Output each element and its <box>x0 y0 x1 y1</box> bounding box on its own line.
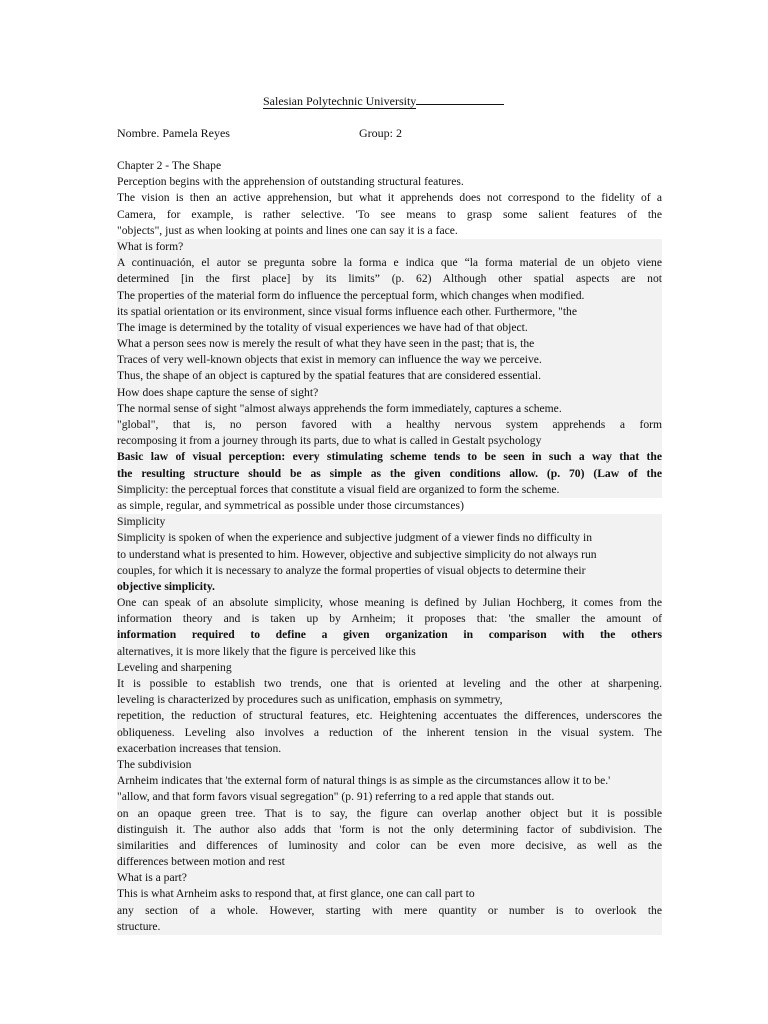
student-group: Group: 2 <box>359 126 402 140</box>
text-line <box>117 288 662 304</box>
text-line-content: its spatial orientation or its environment, since visual forms influence each other. Furthermore, "the <box>117 304 577 318</box>
text-line-content: "objects", just as when looking at points and lines one can say it is a face. <box>117 223 458 237</box>
text-line-content: differences between motion and rest <box>117 855 285 869</box>
text-line-content: A continuación, el autor se pregunta sobre la forma e indica que “la forma material de un objeto viene <box>117 256 662 270</box>
text-line-content: information required to define a given organization in comparison with the others <box>117 628 662 642</box>
text-line-content: distinguish it. The author also adds that 'form is not the only determining factor of subdivision. The <box>117 822 662 836</box>
text-line <box>117 174 662 190</box>
text-line <box>117 919 662 935</box>
text-line-content: What a person sees now is merely the result of what they have seen in the past; that is, the <box>117 337 535 351</box>
text-line <box>117 870 662 886</box>
text-line <box>117 385 662 401</box>
text-line-content: What is form? <box>117 239 184 253</box>
text-line-content: recomposing it from a journey through its parts, due to what is called in Gestalt psychology <box>117 434 542 448</box>
text-line <box>117 611 662 627</box>
text-line-content: The image is determined by the totality of visual experiences we have had of that object. <box>117 320 528 334</box>
text-line <box>117 466 662 482</box>
text-line-content: to understand what is presented to him. However, objective and subjective simplicity do not always run <box>117 547 597 561</box>
text-line <box>117 368 662 384</box>
text-line <box>117 692 662 708</box>
text-line <box>117 773 662 789</box>
text-line <box>117 417 662 433</box>
text-line-content: Simplicity: the perceptual forces that constitute a visual field are organized to form the scheme. <box>117 482 560 496</box>
text-line-content: any section of a whole. However, starting with mere quantity or number is to overlook the <box>117 903 662 917</box>
text-line <box>117 336 662 352</box>
text-line-content: The properties of the material form do influence the perceptual form, which changes when modified. <box>117 288 585 302</box>
text-line <box>117 352 662 368</box>
text-line-content: similarities and differences of luminosity and color can be even more decisive, as well as the <box>117 838 662 852</box>
text-line-content: couples, for which it is necessary to analyze the formal properties of visual objects to determine their <box>117 563 586 577</box>
text-line-content: Perception begins with the apprehension of outstanding structural features. <box>117 175 464 189</box>
text-line-content: Simplicity is spoken of when the experience and subjective judgment of a viewer finds no difficulty in <box>117 531 593 545</box>
text-line-content: Thus, the shape of an object is captured by the spatial features that are considered essential. <box>117 369 541 383</box>
text-line <box>117 595 662 611</box>
text-line <box>117 563 662 579</box>
text-line <box>117 158 662 174</box>
text-line-content: Chapter 2 - The Shape <box>117 159 222 172</box>
text-line-content: The subdivision <box>117 757 192 771</box>
text-line-content: leveling is characterized by procedures such as unification, emphasis on symmetry, <box>117 693 503 707</box>
text-line <box>117 433 662 449</box>
text-line-content: This is what Arnheim asks to respond that, at first glance, one can call part to <box>117 887 475 901</box>
text-line-content: Arnheim indicates that 'the external form of natural things is as simple as the circumstances allow it to be.' <box>117 774 611 788</box>
text-line-content: How does shape capture the sense of sight? <box>117 385 319 399</box>
text-line <box>117 741 662 757</box>
text-line <box>117 757 662 773</box>
text-line <box>117 547 662 563</box>
text-line-content: obliqueness. Leveling also involves a reduction of the inherent tension in the visual system. The <box>117 725 662 739</box>
text-line <box>117 530 662 546</box>
text-line-content: What is a part? <box>117 871 187 885</box>
university-name: Salesian Polytechnic University <box>263 94 417 108</box>
text-line-content: It is possible to establish two trends, one that is oriented at leveling and the other at sharpening. <box>117 677 662 690</box>
student-name: Nombre. Pamela Reyes <box>117 126 230 140</box>
text-line <box>117 708 662 724</box>
text-line-content: "allow, and that form favors visual segregation" (p. 91) referring to a red apple that stands out. <box>117 790 555 804</box>
text-line-content: as simple, regular, and symmetrical as possible under those circumstances) <box>117 498 464 512</box>
document-body <box>117 158 662 935</box>
text-line <box>117 498 662 514</box>
text-line <box>117 886 662 902</box>
text-line-content: Leveling and sharpening <box>117 660 232 674</box>
text-line-content: repetition, the reduction of structural features, etc. Heightening accentuates the differences, underscores the <box>117 709 662 723</box>
text-line <box>117 725 662 741</box>
text-line <box>117 304 662 320</box>
text-line <box>117 514 662 530</box>
text-line <box>117 223 662 239</box>
text-line <box>117 838 662 854</box>
text-line-content: Simplicity <box>117 515 166 529</box>
text-line-content: Camera, for example, is rather selective. 'To see means to grasp some salient features of the <box>117 207 662 221</box>
text-line <box>117 806 662 822</box>
text-line <box>117 255 662 271</box>
text-line <box>117 271 662 287</box>
heading-underline <box>416 94 504 105</box>
text-line-content: Basic law of visual perception: every stimulating scheme tends to be seen in such a way that the <box>117 450 662 464</box>
text-line-content: Traces of very well-known objects that exist in memory can influence the way we perceive. <box>117 353 542 367</box>
university-heading <box>263 94 504 109</box>
text-line <box>117 579 662 595</box>
text-line-content: The normal sense of sight "almost always apprehends the form immediately, captures a scheme. <box>117 401 562 415</box>
text-line-content: "global", that is, no person favored with a healthy nervous system apprehends a form <box>117 418 662 431</box>
text-line <box>117 789 662 805</box>
text-line <box>117 401 662 417</box>
text-line-content: One can speak of an absolute simplicity, whose meaning is defined by Julian Hochberg, it comes from the <box>117 596 662 610</box>
text-line-content: structure. <box>117 919 161 933</box>
text-line <box>117 676 662 692</box>
text-line-content: alternatives, it is more likely that the figure is perceived like this <box>117 644 416 658</box>
text-line <box>117 190 662 206</box>
text-line <box>117 627 662 643</box>
text-line <box>117 207 662 223</box>
text-line-content: The vision is then an active apprehension, but what it apprehends does not correspond to the fidelity of a <box>117 191 662 205</box>
text-line-content: on an opaque green tree. That is to say, the figure can overlap another object but it is possible <box>117 806 662 820</box>
text-line <box>117 320 662 336</box>
text-line <box>117 644 662 660</box>
text-line <box>117 660 662 676</box>
text-line-content: determined [in the first place] by its limits” (p. 62) Although other spatial aspects are not <box>117 272 662 286</box>
text-line <box>117 239 662 255</box>
text-line <box>117 854 662 870</box>
text-line-content: objective simplicity. <box>117 579 215 593</box>
text-line-content: the resulting structure should be as simple as the given conditions allow. (p. 70) (Law of the <box>117 466 662 480</box>
text-line-content: information theory and is taken up by Arnheim; it proposes that: 'the smaller the amount of <box>117 612 662 626</box>
text-line <box>117 449 662 465</box>
text-line <box>117 482 662 498</box>
text-line <box>117 822 662 838</box>
text-line <box>117 903 662 919</box>
text-line-content: exacerbation increases that tension. <box>117 741 282 755</box>
